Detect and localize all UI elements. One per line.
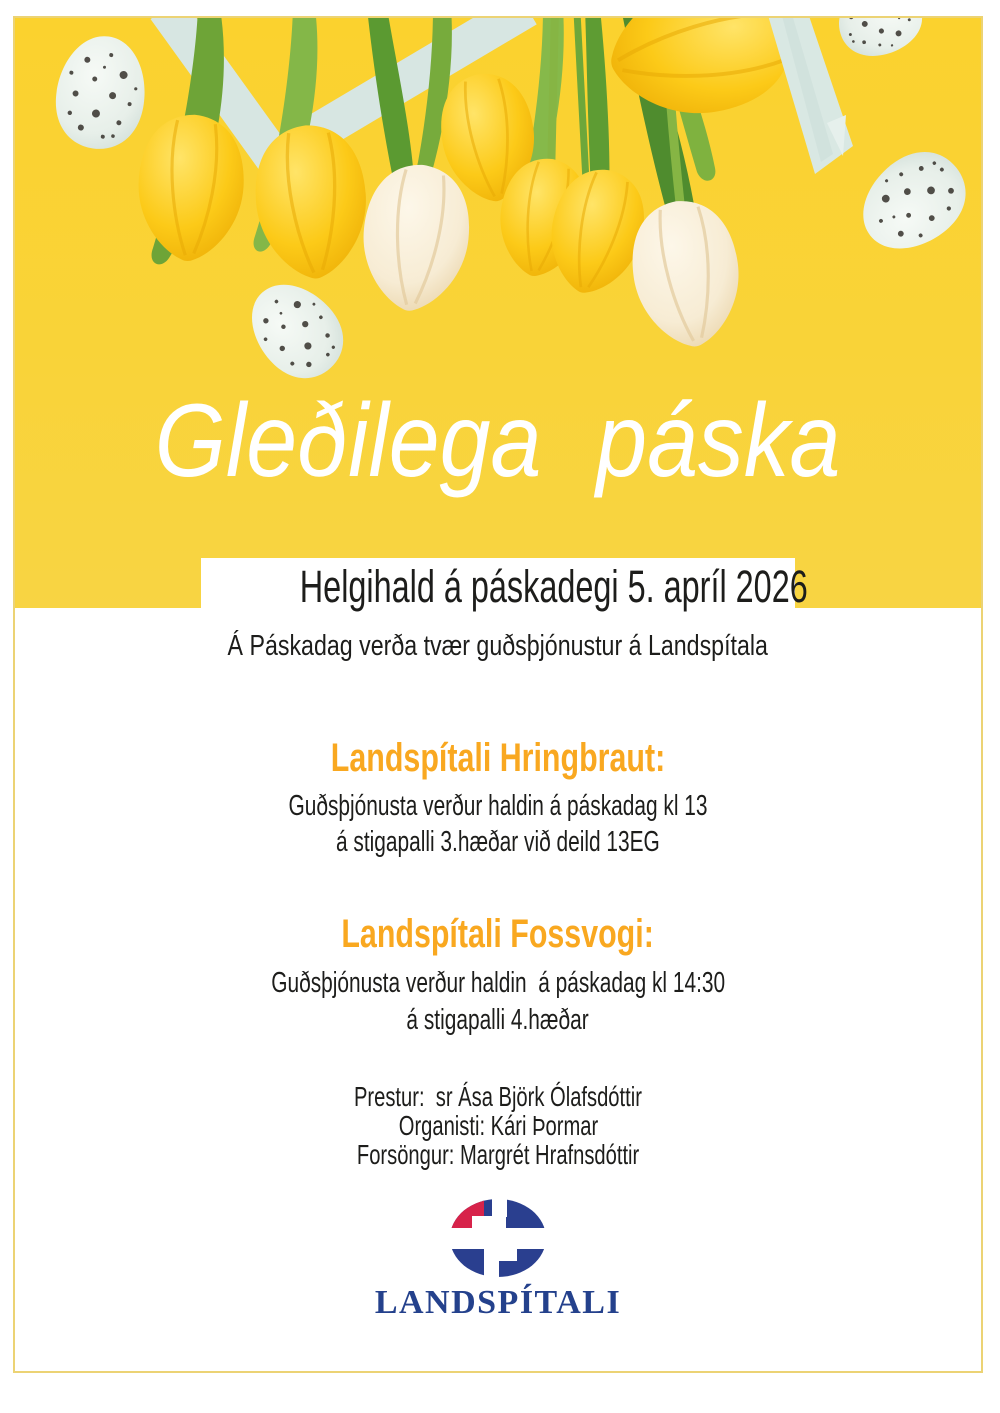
landspitali-logo-text: LANDSPÍTALI [374,1284,622,1321]
credits-block [15,1082,981,1169]
tulip-flowers-image [135,18,802,354]
poster-subtitle: Á Páskadag verða tvær guðsþjónustur á Landspítala [227,630,769,662]
section-heading-fossvogur: Landspítali Fossvogi: [341,912,655,956]
section-fossvogur-line-1: Guðsþjónusta verður haldin á páskadag kl 14:30 [271,967,725,999]
banner-bar [201,558,808,614]
credit-singer: Forsöngur: Margrét Hrafnsdóttir [356,1139,640,1170]
landspitali-logo-icon [443,1198,553,1280]
section-heading-hringbraut: Landspítali Hringbraut: [330,736,666,780]
section-hringbraut-line-1: Guðsþjónusta verður haldin á páskadag kl 13 [288,790,708,822]
easter-photo-graphic [15,18,981,608]
easter-photo [15,18,981,608]
landspitali-logo [15,1198,981,1285]
credit-priest: Prestur: sr Ása Björk Ólafsdóttir [354,1081,642,1112]
page-title [15,384,981,498]
section-hringbraut-line-2: á stigapalli 3.hæðar við deild 13EG [336,826,660,858]
section-fossvogur-line-2: á stigapalli 4.hæðar [406,1004,590,1036]
page-title-text: Gleðilega páska [155,383,841,499]
poster-frame [13,16,983,1373]
credit-organist: Organisti: Kári Þormar [398,1110,598,1141]
banner-text: Helgihald á páskadegi 5. apríl 2026 [299,561,808,612]
ribbon-right-image [767,18,853,174]
